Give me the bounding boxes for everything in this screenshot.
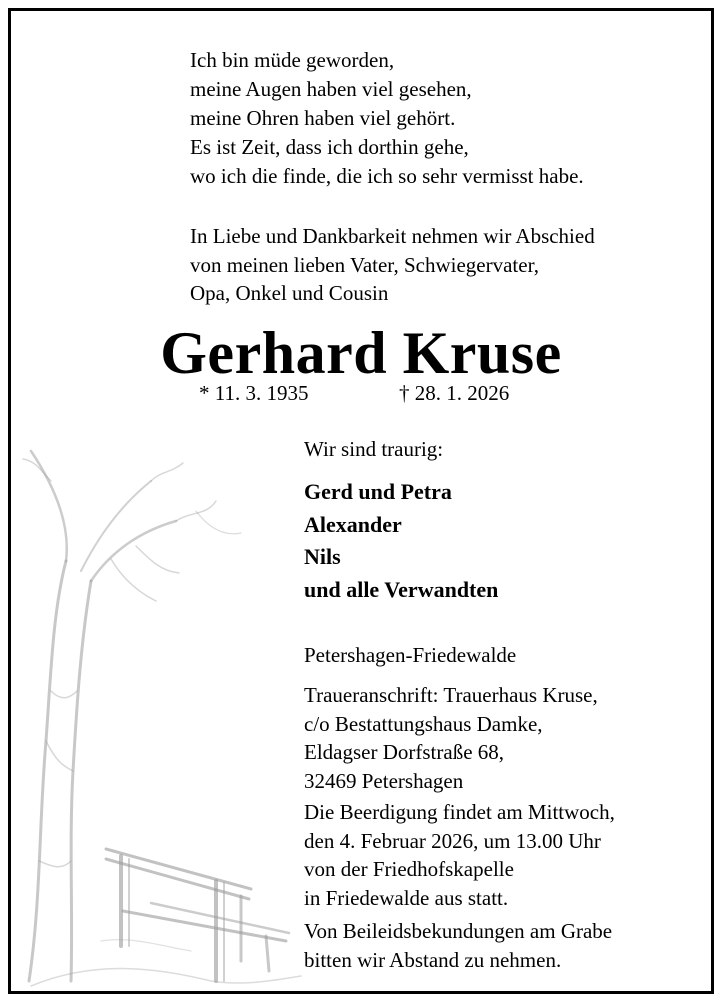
mourners-list (304, 476, 498, 606)
funeral-line: Die Beerdigung findet am Mittwoch, (304, 800, 615, 824)
poem (190, 46, 584, 191)
poem-line: wo ich die finde, die ich so sehr vermisst habe. (190, 164, 584, 188)
farewell-text (190, 222, 595, 308)
poem-line: Es ist Zeit, dass ich dorthin gehe, (190, 135, 469, 159)
mourners-intro: Wir sind traurig: (304, 437, 444, 461)
death-date: † 28. 1. 2026 (399, 381, 510, 405)
farewell-line: von meinen lieben Vater, Schwiegervater, (190, 252, 539, 277)
condolence-line: Von Beileidsbekundungen am Grabe (304, 919, 613, 943)
condolence-line: bitten wir Abstand zu nehmen. (304, 947, 562, 972)
mourner: Gerd und Petra (304, 479, 452, 504)
address-line: c/o Bestattungshaus Damke, (304, 711, 543, 736)
poem-line: Ich bin müde geworden, (190, 48, 395, 72)
obituary-frame (8, 8, 714, 994)
tree-and-bench-icon (11, 441, 311, 991)
mourning-address (304, 681, 598, 795)
farewell-line: Opa, Onkel und Cousin (190, 281, 389, 305)
funeral-line: den 4. Februar 2026, um 13.00 Uhr (304, 828, 601, 853)
funeral-line: von der Friedhofskapelle (304, 857, 514, 881)
condolence-note (304, 917, 612, 974)
place: Petershagen-Friedewalde (304, 643, 517, 667)
poem-line: meine Augen haben viel gesehen, (190, 77, 472, 101)
poem-line: meine Ohren haben viel gehört. (190, 106, 456, 130)
deceased-name: Gerhard Kruse (160, 320, 562, 386)
birth-date: * 11. 3. 1935 (199, 381, 309, 405)
mourner: und alle Verwandten (304, 576, 499, 602)
address-line: Traueranschrift: Trauerhaus Kruse, (304, 683, 598, 707)
funeral-info (304, 798, 615, 912)
mourner: Nils (304, 544, 341, 569)
mourner: Alexander (304, 511, 402, 537)
address-line: 32469 Petershagen (304, 768, 464, 793)
farewell-line: In Liebe und Dankbarkeit nehmen wir Abschied (190, 224, 595, 248)
address-line: Eldagser Dorfstraße 68, (304, 740, 505, 764)
funeral-line: in Friedewalde aus statt. (304, 885, 509, 910)
